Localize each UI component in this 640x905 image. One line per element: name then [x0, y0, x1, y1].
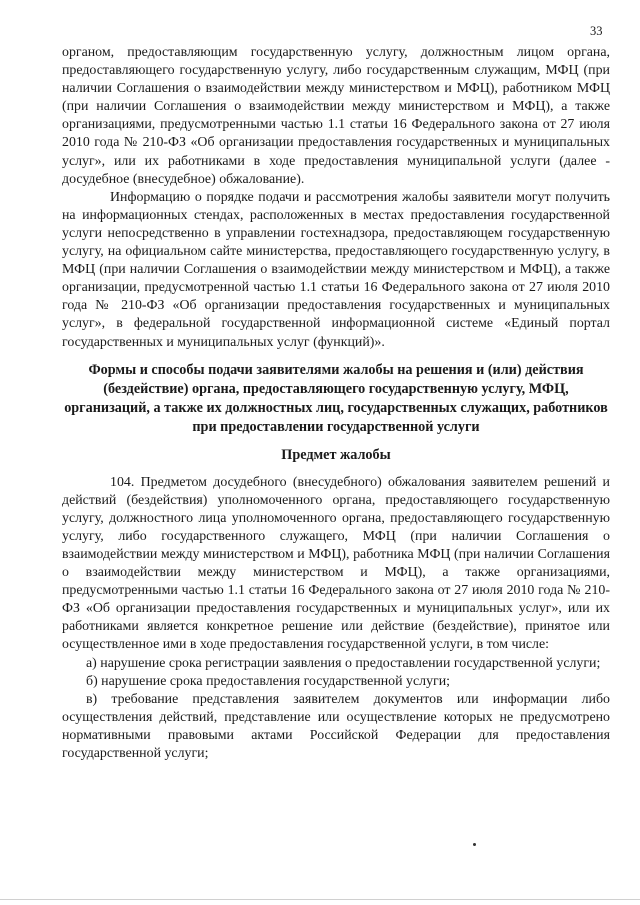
heading-complaint-forms: Формы и способы подачи заявителями жалобы на решения и (или) действия (бездействие) органа, предоставляющего государственную услугу, МФЦ, организаций, а также их должностных лиц, государственных служащих, работников при предоставлении государственной услуги [64, 361, 608, 436]
list-item-b: б) нарушение срока предоставления государственной услуги; [86, 673, 451, 689]
paragraph-complaint-info: Информацию о порядке подачи и рассмотрения жалобы заявители могут получить на информационных стендах, расположенных в местах предоставления государственной услуги непосредственно в управлении гостехнадзора, предоставляющем государственную услугу, на официальном сайте министерства, предоставляющего государственную услугу, в МФЦ (при наличии Соглашения о взаимодействии между министерством и МФЦ), а также организации, предусмотренной частью 1.1 статьи 16 Федерального закона от 27 июля 2010 года № 210-ФЗ «Об организации предоставления государственных и муниципальных услуг», в федеральной государственной информационной системе «Единый портал государственных и муниципальных услуг (функций)». [62, 189, 610, 350]
heading-complaint-subject: Предмет жалобы [281, 447, 391, 464]
scan-edge-line [0, 899, 640, 900]
paragraph-104: 104. Предметом досудебного (внесудебного) обжалования заявителем решений и действий (бездействия) уполномоченного органа, предоставляющего государственную услугу, должностного лица уполномоченного органа, предоставляющего государственную услугу, либо государственного служащего, МФЦ (при наличии Соглашения о взаимодействии между министерством и МФЦ), работника МФЦ (при наличии Соглашения о взаимодействии между министерством и МФЦ), а также организациями, предусмотренными частью 1.1 статьи 16 Федерального закона от 27 июля 2010 года № 210-ФЗ «Об организации предоставления государственных и муниципальных услуг», или их работниками является конкретное решение или действие (бездействие), принятое или осуществленное ими в ходе предоставления государственной услуги, в том числе: [62, 474, 610, 653]
list-item-a: а) нарушение срока регистрации заявления о предоставлении государственной услуги; [86, 655, 601, 671]
scan-speck [473, 843, 476, 846]
list-item-v: в) требование представления заявителем документов или информации либо осуществления действий, представление или осуществление которых не предусмотрено нормативными правовыми актами Российской Федерации для предоставления государственной услуги; [62, 691, 610, 762]
page-number: 33 [590, 24, 603, 38]
paragraph-intro-continuation: органом, предоставляющим государственную услугу, должностным лицом органа, предоставляющего государственную услугу, либо государственным служащим, МФЦ (при наличии Соглашения о взаимодействии между министерством и МФЦ), работником МФЦ (при наличии Соглашения о взаимодействии между министерством и МФЦ), а также организациями, предусмотренными частью 1.1 статьи 16 Федерального закона от 27 июля 2010 года № 210-ФЗ «Об организации предоставления государственных и муниципальных услуг», или их работниками в ходе предоставления муниципальной услуги (далее - досудебное (внесудебное) обжалование). [62, 45, 610, 187]
document-body [62, 44, 610, 763]
